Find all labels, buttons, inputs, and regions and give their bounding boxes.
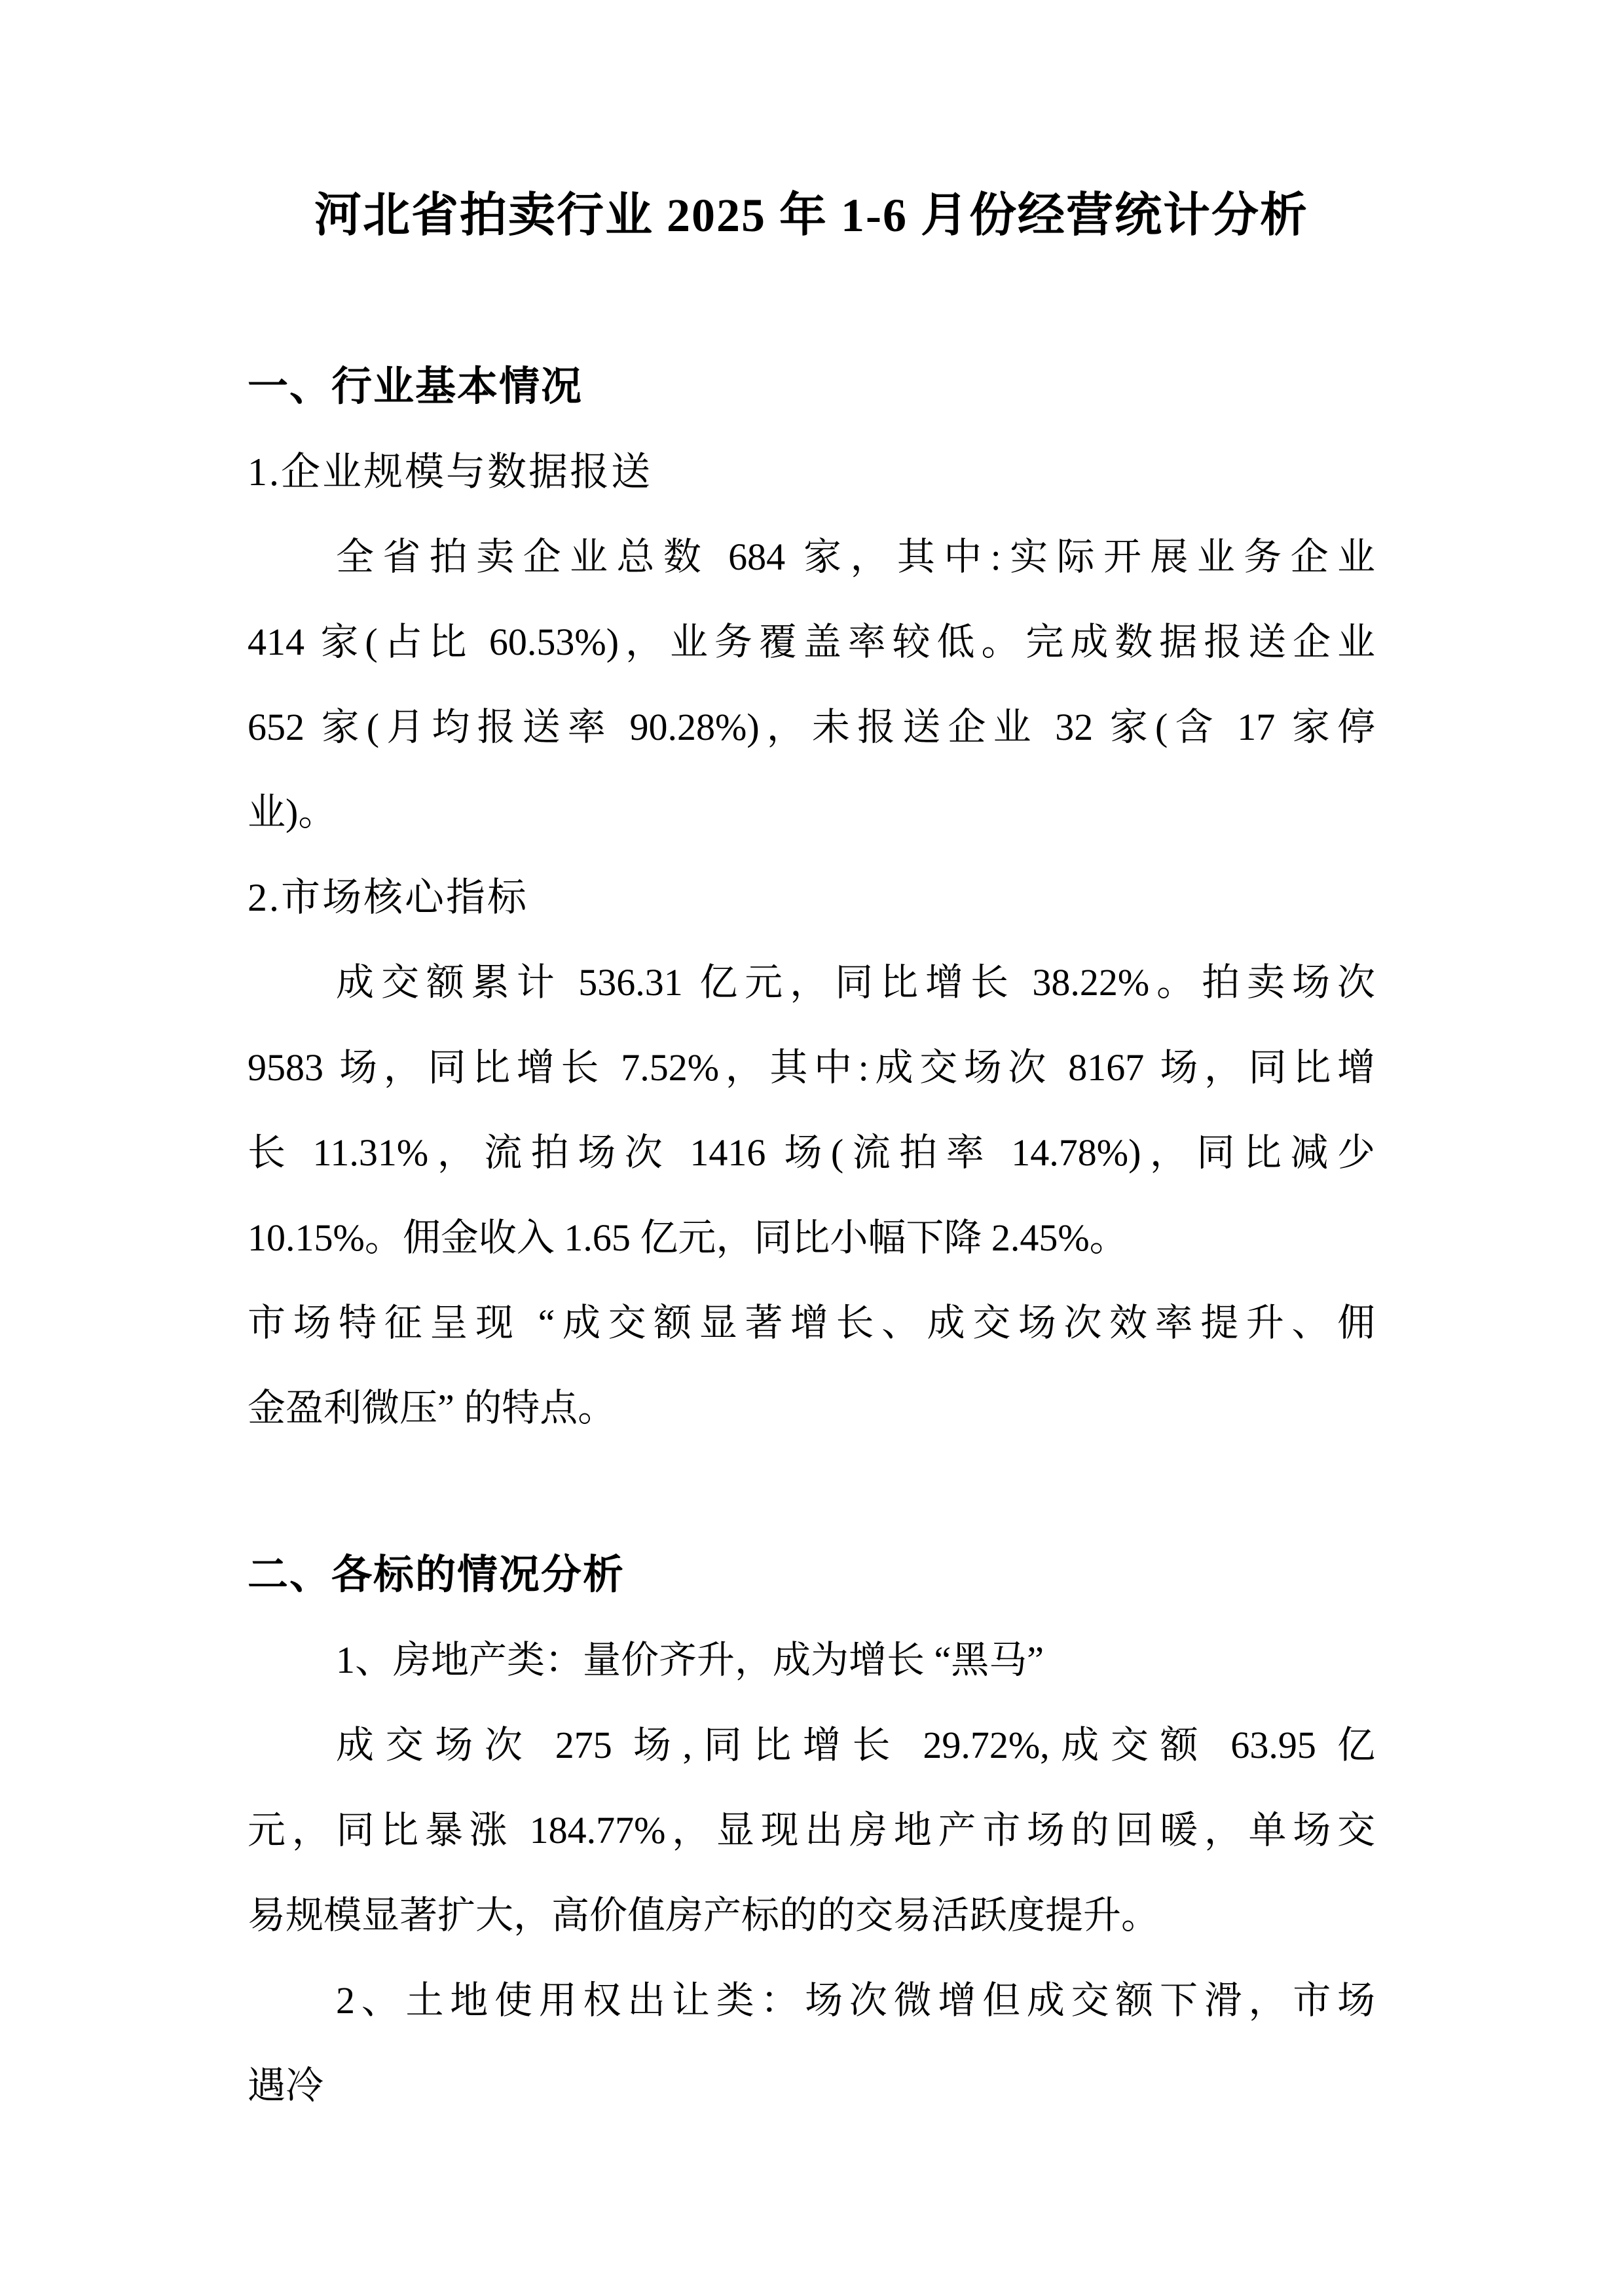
paragraph-line: 长 11.31%，流拍场次 1416 场(流拍率 14.78%)，同比减少 [248, 1131, 1375, 1174]
paragraph-line: 成交场次 275 场,同比增长 29.72%,成交额 63.95 亿 [336, 1724, 1375, 1766]
section2-heading: 二、各标的情况分析 [248, 1552, 625, 1597]
paragraph-line: 易规模显著扩大，高价值房产标的的交易活跃度提升。 [248, 1894, 1160, 1937]
section1-heading: 一、行业基本情况 [248, 364, 583, 409]
paragraph-line: 元，同比暴涨 184.77%，显现出房地产市场的回暖，单场交 [248, 1809, 1375, 1851]
paragraph-line: 652 家(月均报送率 90.28%)，未报送企业 32 家(含 17 家停 [248, 706, 1375, 748]
paragraph-line: 成交额累计 536.31 亿元，同比增长 38.22%。拍卖场次 [336, 961, 1375, 1004]
paragraph-line: 市场特征呈现 “成交额显著增长、成交场次效率提升、佣 [248, 1302, 1375, 1344]
paragraph-line: 414 家(占比 60.53%)，业务覆盖率较低。完成数据报送企业 [248, 621, 1375, 663]
paragraph-line: 金盈利微压” 的特点。 [248, 1387, 616, 1429]
page-title: 河北省拍卖行业 2025 年 1-6 月份经营统计分析 [314, 189, 1308, 242]
paragraph-line: 遇冷 [248, 2064, 324, 2107]
paragraph-line: 10.15%。佣金收入 1.65 亿元，同比小幅下降 2.45%。 [248, 1216, 1128, 1259]
paragraph-line: 9583 场，同比增长 7.52%，其中:成交场次 8167 场，同比增 [248, 1046, 1375, 1089]
paragraph-line: 业)。 [248, 791, 337, 833]
section1-subheading-2: 2.市场核心指标 [248, 876, 528, 919]
section2-item2-title: 2、土地使用权出让类：场次微增但成交额下滑，市场 [336, 1979, 1375, 2022]
section1-subheading-1: 1.企业规模与数据报送 [248, 450, 652, 494]
section2-item1-title: 1、房地产类：量价齐升，成为增长 “黑马” [336, 1639, 1044, 1681]
paragraph-line: 全省拍卖企业总数 684 家，其中:实际开展业务企业 [336, 536, 1375, 578]
